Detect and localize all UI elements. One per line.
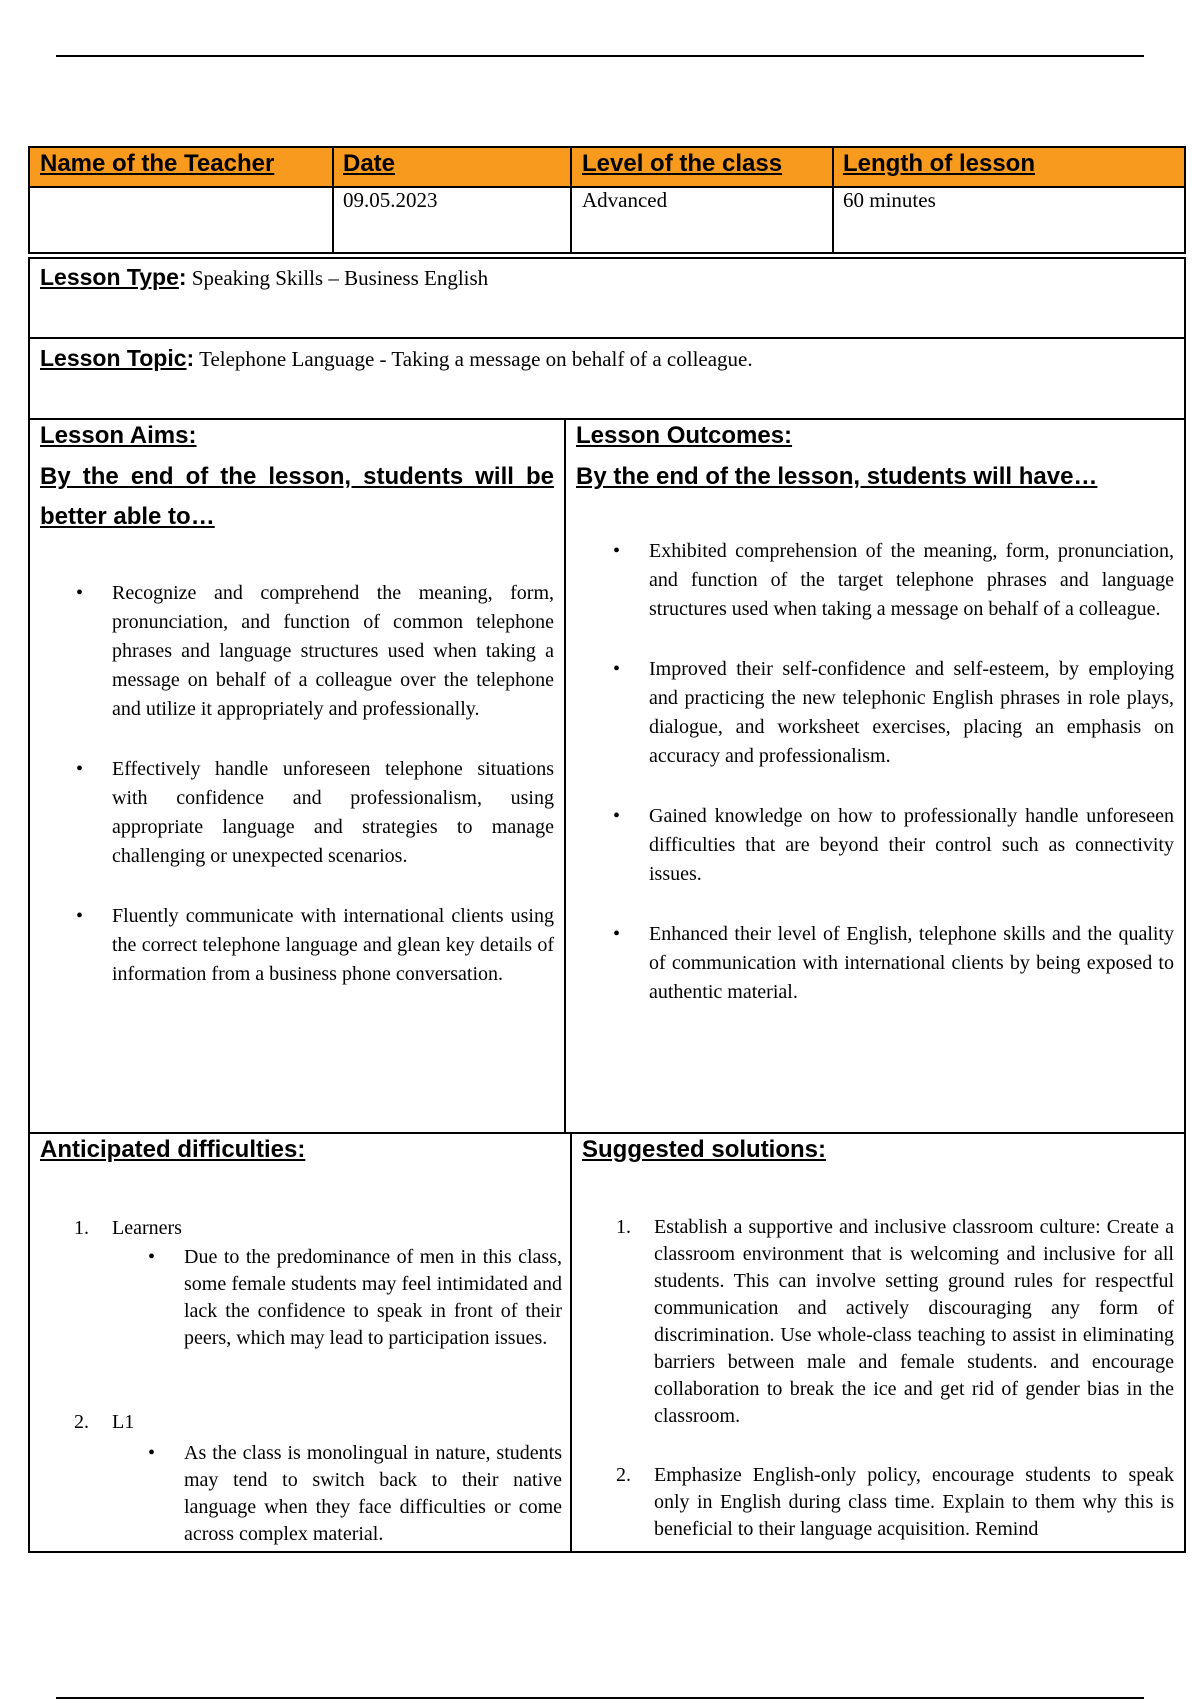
solution-num: 2. — [616, 1464, 631, 1486]
length-header: Length of lesson — [843, 150, 1035, 177]
aims-list — [112, 579, 554, 1020]
top-rule — [56, 55, 1144, 57]
solution-item-1 — [616, 1214, 1174, 1430]
outcomes-item: • Enhanced their level of English, telephone skills and the quality of communication with international clients by being exposed to authentic material. — [649, 920, 1174, 1007]
aims-item: • Recognize and comprehend the meaning, form, pronunciation, and function of common telephone phrases and language structures used when taking a message on behalf of a colleague over the telephone and utilize it appropriately and professionally. — [112, 579, 554, 724]
outcomes-intro: By the end of the lesson, students will have… — [576, 463, 1098, 490]
date-value: 09.05.2023 — [343, 188, 438, 212]
outcomes-item: • Improved their self-confidence and self-esteem, by employing and practicing the new telephonic English phrases in role plays, dialogue, and worksheet exercises, placing an emphasis on accuracy and professionalism. — [649, 655, 1174, 771]
aims-divider — [564, 418, 566, 1134]
difficulty-detail: As the class is monolingual in nature, students may tend to switch back to their native language when they face difficulties or come across complex material. — [184, 1442, 562, 1545]
difficulty-num: 2. — [74, 1411, 89, 1433]
difficulties-title: Anticipated difficulties: — [40, 1136, 306, 1163]
solution-num: 1. — [616, 1216, 631, 1238]
length-value: 60 minutes — [843, 188, 936, 212]
aims-item: • Fluently communicate with international clients using the correct telephone language and glean key details of information from a business phone conversation. — [112, 902, 554, 989]
date-header: Date — [343, 150, 396, 177]
outcomes-title: Lesson Outcomes: — [576, 422, 793, 449]
lesson-info-divider — [28, 337, 1186, 339]
difficulty-num: 1. — [74, 1217, 89, 1239]
lesson-topic-label: Lesson Topic — [40, 345, 187, 371]
solution-text: Establish a supportive and inclusive classroom culture: Create a classroom environment that is welcoming and inclusive for all students. This can involve setting ground rules for respectful communication and actively discouraging any form of discrimination. Use whole-class teaching to assist in eliminating barriers between male and female students. and encourage collaboration to break the ice and get rid of gender bias in the classroom. — [654, 1216, 1174, 1427]
lesson-topic: Lesson Topic: Telephone Language - Taking a message on behalf of a colleague. — [40, 345, 753, 371]
header-col-line-2 — [570, 146, 572, 254]
bottom-rule — [56, 1697, 1144, 1699]
aims-item: • Effectively handle unforeseen telephone situations with confidence and professionalism, using appropriate language and strategies to manage challenging or unexpected scenarios. — [112, 755, 554, 871]
aims-intro: By the end of the lesson, students will be better able to… — [40, 463, 554, 530]
outcomes-item: • Exhibited comprehension of the meaning, form, pronunciation, and function of the target telephone phrases and language structures used when taking a message on behalf of a colleague. — [649, 537, 1174, 624]
header-col-line-3 — [832, 146, 834, 254]
difficulty-item-1: 1. Learners • Due to the predominance of men in this class, some female students may feel intimidated and lack the confidence to speak in front of their peers, which may lead to participation issues. — [112, 1215, 562, 1352]
solutions-title: Suggested solutions: — [582, 1136, 827, 1163]
lesson-type-label: Lesson Type — [40, 264, 179, 290]
level-header: Level of the class — [582, 150, 783, 177]
difficulty-label: L1 — [112, 1411, 135, 1433]
solution-text: Emphasize English-only policy, encourage students to speak only in English during class time. Explain to them why this is beneficial to their language acquisition. Remind — [654, 1464, 1174, 1540]
teacher-header: Name of the Teacher — [40, 150, 275, 177]
solution-item-2 — [616, 1462, 1174, 1543]
header-col-line-1 — [332, 146, 334, 254]
difficulty-item-2: 2. L1 • As the class is monolingual in nature, students may tend to switch back to their native language when they face difficulties or come across complex material. — [112, 1409, 562, 1548]
difficulties-divider — [570, 1132, 572, 1553]
difficulty-label: Learners — [112, 1217, 182, 1239]
aims-title: Lesson Aims: — [40, 422, 197, 449]
outcomes-item: • Gained knowledge on how to professionally handle unforeseen difficulties that are beyond their control such as connectivity issues. — [649, 802, 1174, 889]
level-value: Advanced — [582, 188, 668, 212]
lesson-type: Lesson Type: Speaking Skills – Business English — [40, 264, 489, 290]
lesson-topic-value: Telephone Language - Taking a message on behalf of a colleague. — [199, 347, 753, 371]
outcomes-list — [649, 537, 1174, 1038]
lesson-type-value: Speaking Skills – Business English — [191, 266, 489, 290]
difficulty-detail: Due to the predominance of men in this class, some female students may feel intimidated and lack the confidence to speak in front of their peers, which may lead to participation issues. — [184, 1246, 562, 1349]
